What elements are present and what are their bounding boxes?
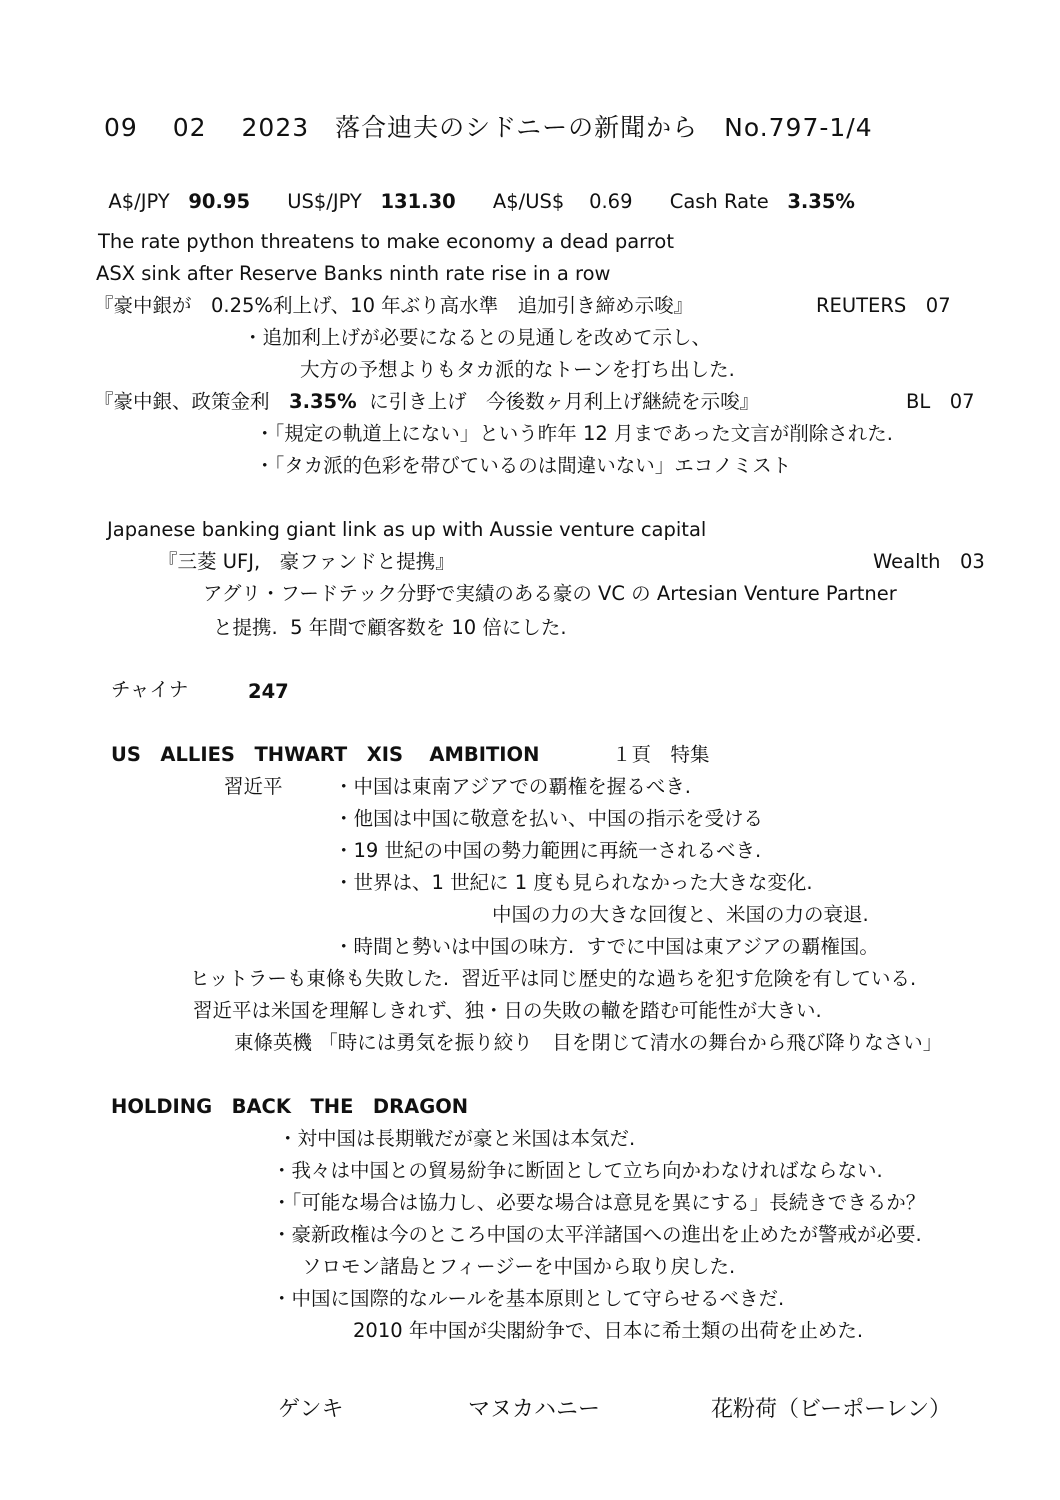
china-count: 247 <box>248 680 289 703</box>
article2-en-title: Japanese banking giant link as up with Aussie venture capital <box>107 518 707 541</box>
article3-speaker: 習近平 <box>224 775 283 798</box>
article1-bullet1b: 大方の予想よりもタカ派的なトーンを打ち出した. <box>300 358 735 381</box>
footer-item: ゲンキ <box>278 1397 344 1422</box>
article3-bullet: ・19 世紀の中国の勢力範囲に再統一されるべき. <box>334 839 762 862</box>
rate-label: A$/JPY <box>108 190 170 213</box>
rates-line <box>96 166 855 214</box>
article1-jp-head1: 『豪中銀が 0.25%利上げ、10 年ぶり高水準 追加引き締め示唆』 <box>94 294 694 317</box>
article4-bullet: ・我々は中国との貿易紛争に断固として立ち向かわなければならない. <box>272 1159 883 1182</box>
rate-value: 3.35% <box>787 190 855 213</box>
article2-source: Wealth 03 <box>873 550 985 573</box>
article3-page-note: １頁 特集 <box>612 743 710 766</box>
article1-jp-head2 <box>94 390 759 414</box>
article1-source2: BL 07 <box>906 390 975 413</box>
article4-en-title: HOLDING BACK THE DRAGON <box>111 1095 469 1118</box>
article4-bullet-cont: ソロモン諸島とフィージーを中国から取り戻した. <box>302 1255 736 1278</box>
article3-comment: 東條英機 「時には勇気を振り絞り 目を閉じて清水の舞台から飛び降りなさい」 <box>234 1031 943 1054</box>
article3-bullet: ・時間と勢いは中国の味方. すでに中国は東アジアの覇権国。 <box>334 935 879 958</box>
rate-label: US$/JPY <box>287 190 362 213</box>
article1-bullet1a: ・追加利上げが必要になるとの見通しを改めて示し、 <box>243 326 712 349</box>
article3-comment: ヒットラーも東條も失敗した. 習近平は同じ歴史的な過ちを犯す危険を有している. <box>190 967 917 990</box>
article1-bullet2a: ・「規定の軌道上にない」という昨年 12 月まであった文言が削除された. <box>255 422 893 445</box>
rate-label: A$/US$ <box>492 190 565 213</box>
footer-item: 花粉荷（ビーポーレン） <box>711 1397 952 1422</box>
head2-post: に引き上げ 今後数ヶ月利上げ継続を示唆』 <box>356 390 760 413</box>
article3-bullet: ・世界は、1 世紀に 1 度も見られなかった大きな変化. <box>334 871 813 894</box>
article1-en-title2: ASX sink after Reserve Banks ninth rate rise in a row <box>96 262 611 285</box>
article3-bullet: ・他国は中国に敬意を払い、中国の指示を受ける <box>334 807 764 830</box>
article2-jp-head: 『三菱 UFJ, 豪ファンドと提携』 <box>158 550 455 573</box>
article4-bullet: ・中国に国際的なルールを基本原則として守らせるべきだ. <box>272 1287 785 1310</box>
footer-item: マヌカハニー <box>468 1397 601 1422</box>
rate-label: Cash Rate <box>669 190 769 213</box>
article3-bullet-cont: 中国の力の大きな回復と、米国の力の衰退. <box>492 903 869 926</box>
article4-bullet: ・対中国は長期戦だが豪と米国は本気だ. <box>278 1127 636 1150</box>
article1-en-title1: The rate python threatens to make economy a dead parrot <box>98 230 674 253</box>
head2-rate: 3.35% <box>289 390 357 413</box>
rate-value: 90.95 <box>188 190 251 213</box>
article3-bullet: ・中国は東南アジアでの覇権を握るべき. <box>334 775 692 798</box>
rate-value: 131.30 <box>380 190 456 213</box>
page-title: 09 02 2023 落合迪夫のシドニーの新聞から No.797-1/4 <box>104 113 873 142</box>
article1-bullet2b: ・「タカ派的色彩を帯びているのは間違いない」エコノミスト <box>255 454 792 477</box>
article3-en-title: US ALLIES THWART XIS AMBITION <box>111 743 540 766</box>
article3-comment: 習近平は米国を理解しきれず、独・日の失敗の轍を踏む可能性が大きい. <box>193 999 822 1022</box>
article2-body1: アグリ・フードテック分野で実績のある豪の VC の Artesian Venture Partner <box>203 582 897 605</box>
rate-value: 0.69 <box>589 190 633 213</box>
article4-bullet: ・豪新政権は今のところ中国の太平洋諸国への進出を止めたが警戒が必要. <box>272 1223 922 1246</box>
head2-pre: 『豪中銀、政策金利 <box>94 390 290 413</box>
article1-source1: REUTERS 07 <box>816 294 951 317</box>
china-label: チャイナ <box>111 678 189 701</box>
article4-bullet-cont: 2010 年中国が尖閣紛争で、日本に希土類の出荷を止めた. <box>353 1319 864 1342</box>
article2-body2: と提携. 5 年間で顧客数を 10 倍にした. <box>213 616 567 639</box>
article4-bullet: ・「可能な場合は協力し、必要な場合は意見を異にする」長続きできるか？ <box>272 1191 926 1214</box>
